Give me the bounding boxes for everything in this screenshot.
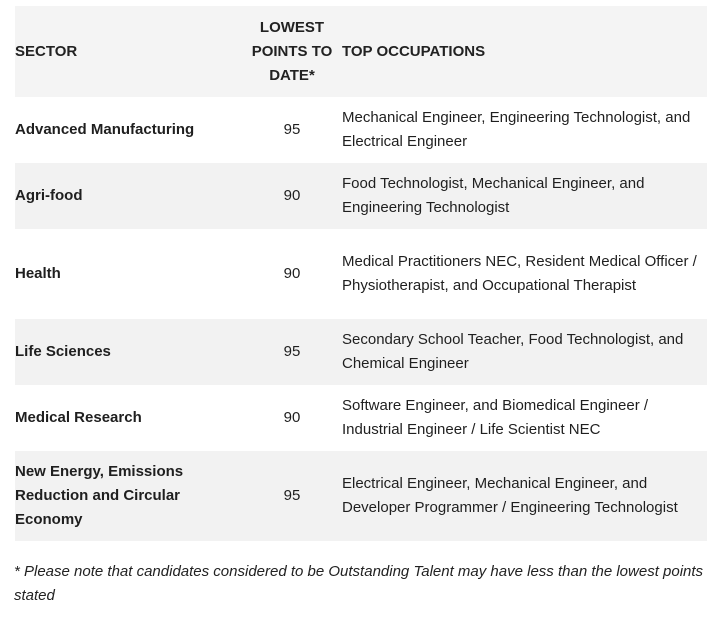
sector-cell: New Energy, Emissions Reduction and Circular Economy [15, 463, 184, 528]
occupations-cell: Software Engineer, and Biomedical Engineer / Industrial Engineer / Life Scientist NEC [342, 397, 649, 438]
sector-points-table [15, 6, 707, 541]
points-cell: 95 [283, 121, 301, 138]
sector-cell: Advanced Manufacturing [15, 121, 195, 138]
table-row [15, 163, 707, 229]
table-header [15, 6, 707, 97]
occupations-cell: Mechanical Engineer, Engineering Technologist, and Electrical Engineer [342, 109, 691, 150]
table-row [15, 451, 707, 541]
points-cell: 90 [283, 187, 301, 204]
lowest-points-header-line-2: POINTS TO [251, 42, 333, 60]
table-row [15, 97, 707, 163]
points-cell: 90 [283, 265, 301, 282]
header-row [15, 6, 707, 97]
table-body [15, 97, 707, 541]
table-row [15, 229, 707, 319]
occupations-cell: Secondary School Teacher, Food Technologist, and Chemical Engineer [342, 331, 684, 372]
occupations-cell: Medical Practitioners NEC, Resident Medical Officer / Physiotherapist, and Occupational Therapist [342, 253, 697, 294]
table-row [15, 319, 707, 385]
points-cell: 95 [283, 487, 301, 504]
top-occupations-column-header: TOP OCCUPATIONS [342, 42, 486, 60]
sector-cell: Agri-food [15, 187, 83, 204]
sector-cell: Medical Research [15, 409, 142, 426]
sector-cell: Health [15, 265, 61, 282]
sector-cell: Life Sciences [15, 343, 111, 360]
table-row [15, 385, 707, 451]
points-cell: 95 [283, 343, 301, 360]
sector-column-header: SECTOR [15, 42, 78, 60]
occupations-cell: Food Technologist, Mechanical Engineer, and Engineering Technologist [342, 175, 645, 216]
lowest-points-header-line-3: DATE* [269, 66, 315, 84]
lowest-points-header-line-1: LOWEST [259, 18, 325, 36]
points-cell: 90 [283, 409, 301, 426]
lowest-points-column-header [242, 6, 342, 97]
footnote: * Please note that candidates considered to be Outstanding Talent may have less than the lowest points stated [14, 563, 704, 604]
occupations-cell: Electrical Engineer, Mechanical Engineer, and Developer Programmer / Engineering Technologist [342, 475, 678, 516]
